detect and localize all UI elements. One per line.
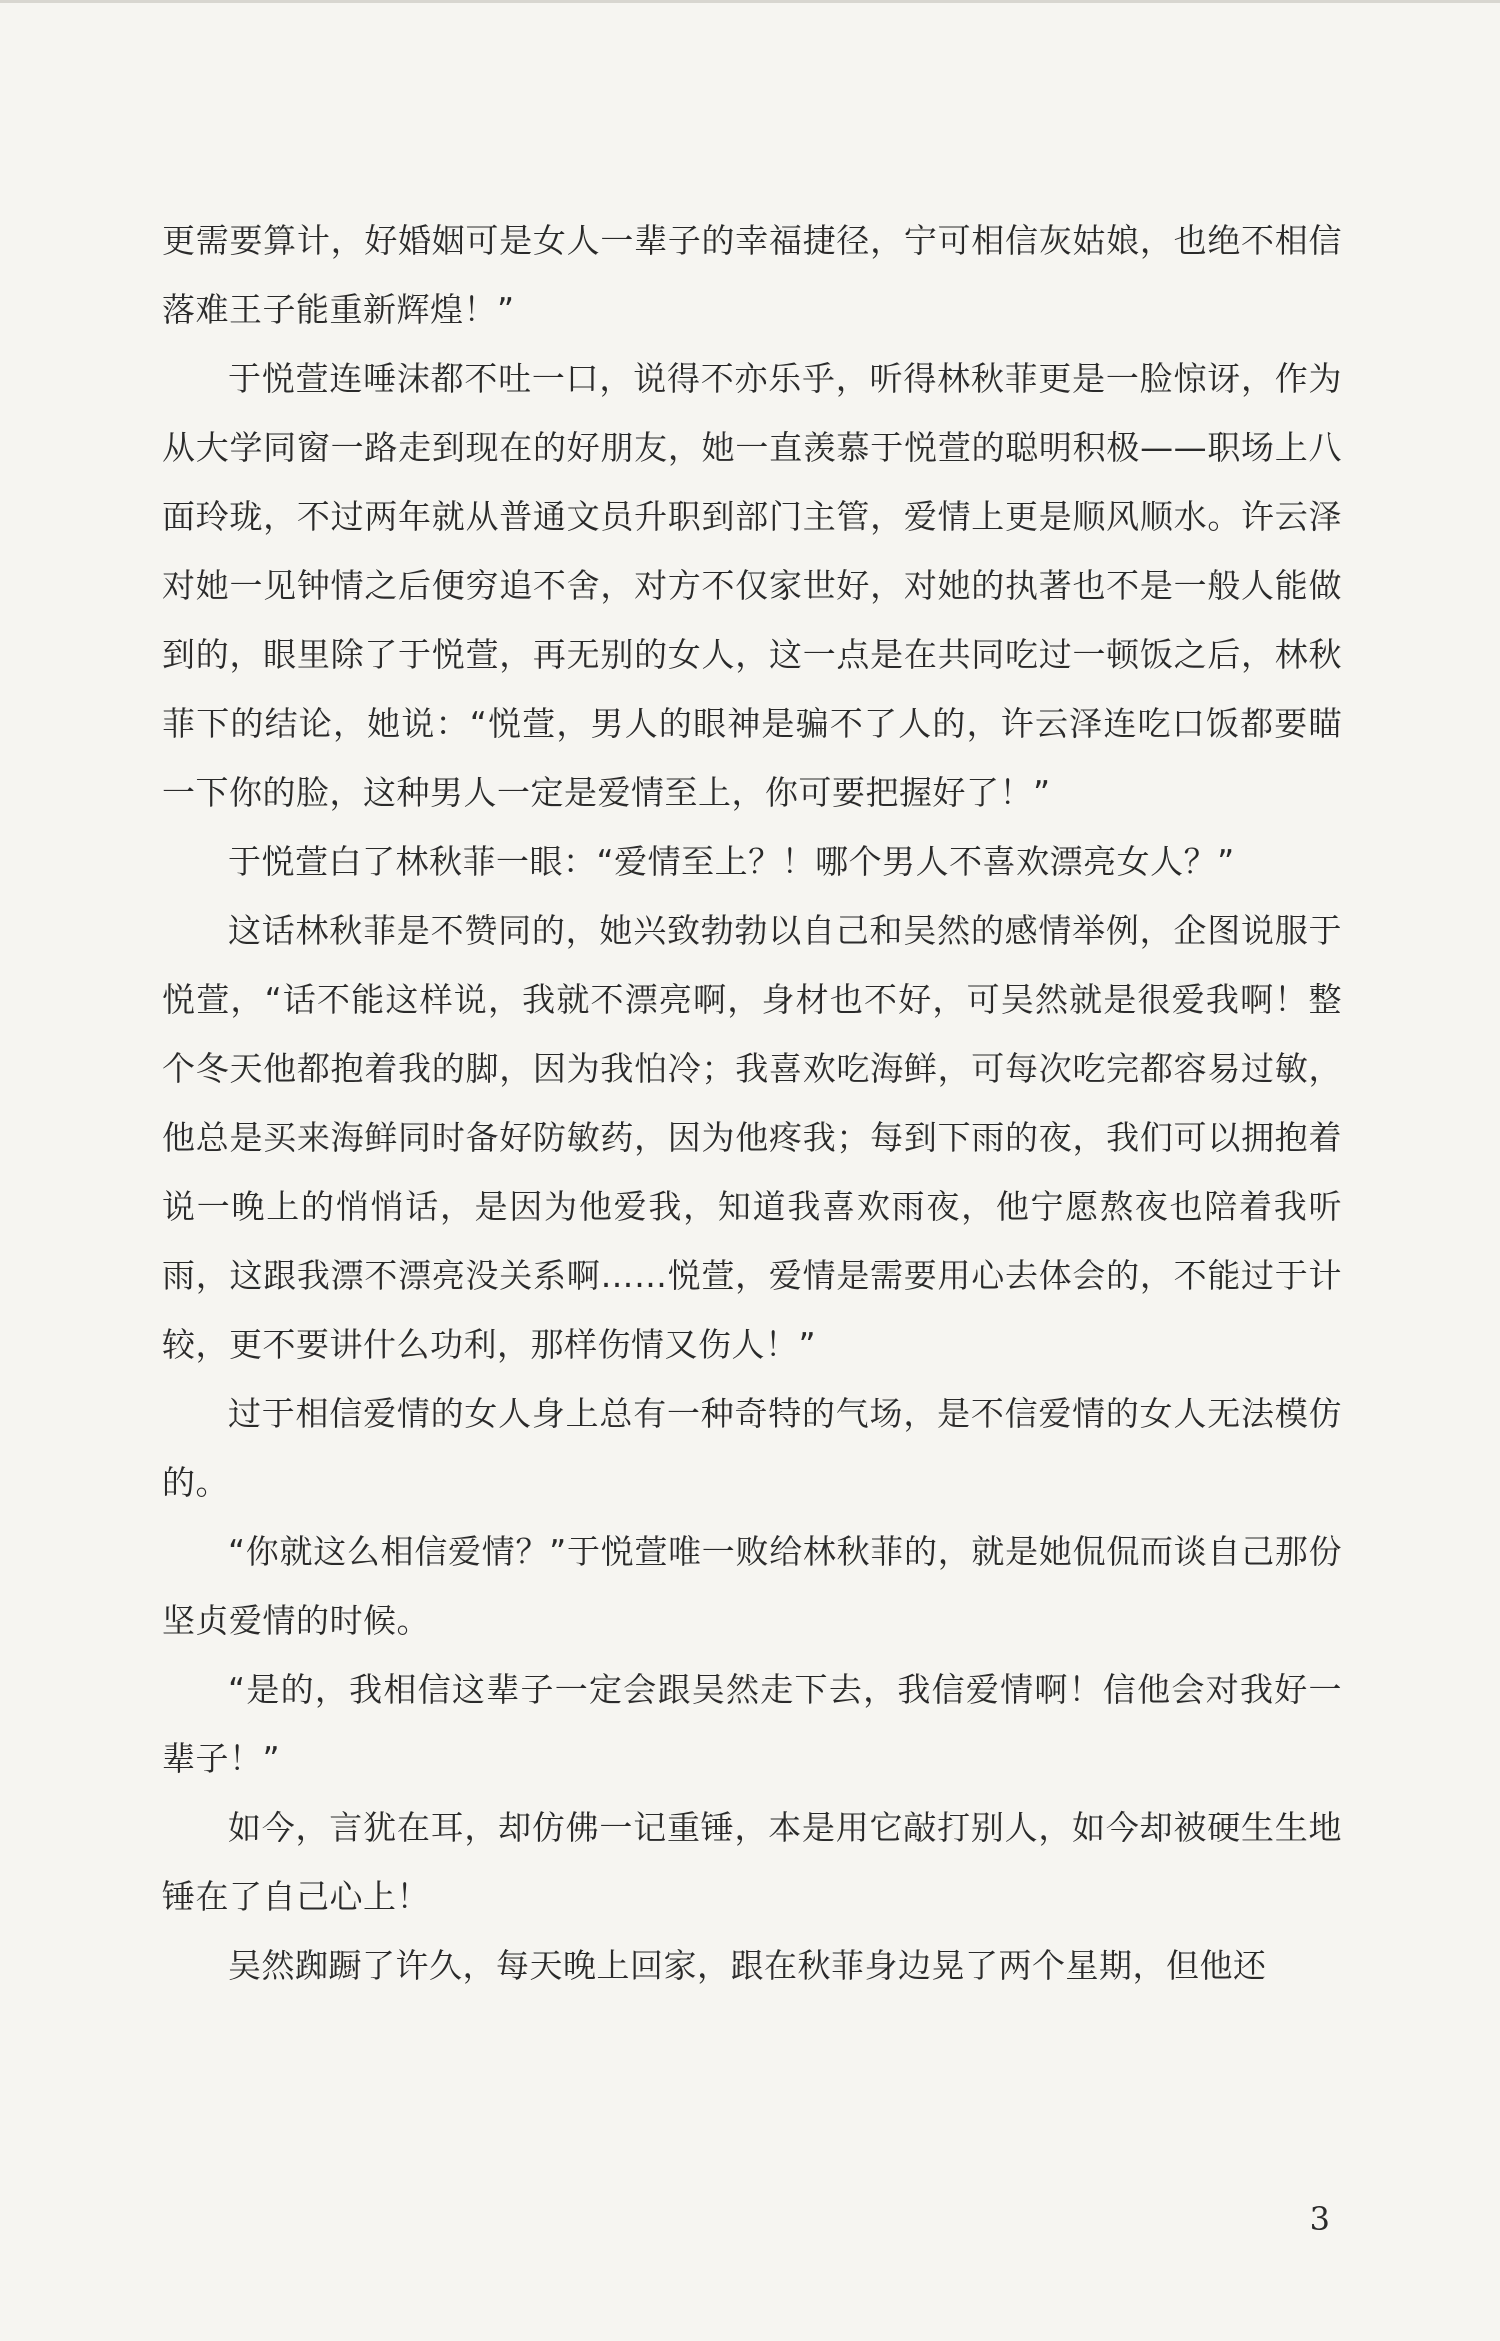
paragraph: 吴然踟蹰了许久，每天晚上回家，跟在秋菲身边晃了两个星期，但他还 [228, 1946, 1267, 1985]
page-top-edge [0, 0, 1500, 3]
paragraph: 于悦萱连唾沫都不吐一口，说得不亦乐乎，听得林秋菲更是一脸惊讶，作为从大学同窗一路走到现在的好朋友，她一直羡慕于悦萱的聪明积极——职场上八面玲珑，不过两年就从普通文员升职到部门主管，爱情上更是顺风顺水。许云泽对她一见钟情之后便穷追不舍，对方不仅家世好，对她的执著也不是一般人能做到的，眼里除了于悦萱，再无别的女人，这一点是在共同吃过一顿饭之后，林秋菲下的结论，她说：“悦萱，男人的眼神是骗不了人的，许云泽连吃口饭都要瞄一下你的脸，这种男人一定是爱情至上，你可要把握好了！” [162, 359, 1342, 812]
paragraph: 过于相信爱情的女人身上总有一种奇特的气场，是不信爱情的女人无法模仿的。 [162, 1394, 1342, 1502]
paragraph: 这话林秋菲是不赞同的，她兴致勃勃以自己和吴然的感情举例，企图说服于悦萱，“话不能这样说，我就不漂亮啊，身材也不好，可吴然就是很爱我啊！整个冬天他都抱着我的脚，因为我怕冷；我喜欢吃海鲜，可每次吃完都容易过敏，他总是买来海鲜同时备好防敏药，因为他疼我；每到下雨的夜，我们可以拥抱着说一晚上的悄悄话，是因为他爱我，知道我喜欢雨夜，他宁愿熬夜也陪着我听雨，这跟我漂不漂亮没关系啊……悦萱，爱情是需要用心去体会的，不能过于计较，更不要讲什么功利，那样伤情又伤人！” [162, 911, 1342, 1364]
paragraph-continued: 更需要算计，好婚姻可是女人一辈子的幸福捷径，宁可相信灰姑娘，也绝不相信落难王子能重新辉煌！” [162, 221, 1342, 329]
paragraph: “是的，我相信这辈子一定会跟吴然走下去，我信爱情啊！信他会对我好一辈子！” [162, 1670, 1342, 1778]
paragraph: 如今，言犹在耳，却仿佛一记重锤，本是用它敲打别人，如今却被硬生生地锤在了自己心上！ [162, 1808, 1342, 1916]
paragraph: “你就这么相信爱情？”于悦萱唯一败给林秋菲的，就是她侃侃而谈自己那份坚贞爱情的时候。 [162, 1532, 1342, 1640]
page-number: 3 [1309, 2200, 1330, 2238]
paragraph: 于悦萱白了林秋菲一眼：“爱情至上？！哪个男人不喜欢漂亮女人？” [228, 842, 1235, 881]
body-text [162, 206, 1342, 2000]
